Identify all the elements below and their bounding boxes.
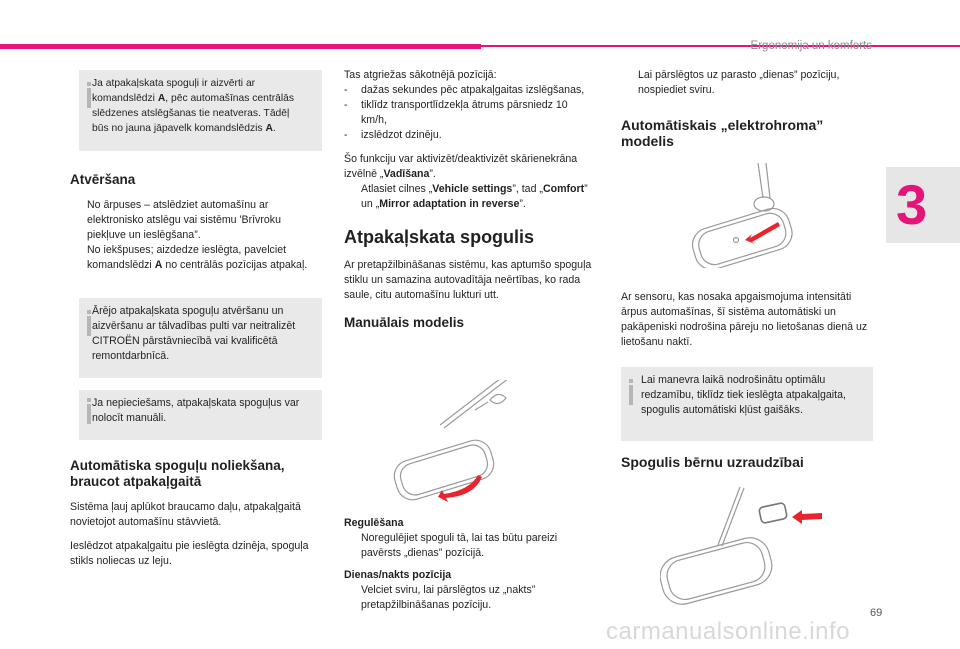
list-item: No iekšpuses; aizdedze ieslēgta, pavelciet komandslēdzi A no centrālās pozīcijas atpakaļ. bbox=[87, 244, 308, 271]
paragraph: Tas atgriežas sākotnējā pozīcijā: bbox=[344, 69, 497, 81]
info-icon bbox=[87, 404, 91, 424]
column-2-bottom bbox=[344, 516, 594, 613]
column-2 bbox=[344, 68, 594, 331]
info-text: Ja atpakaļskata spoguļi ir aizvērti ar komandslēdzi A, pēc automašīnas centrālās slēdzenes atslēgšanas tie neatveras. Tādēļ būs no jauna jāpavelk komandslēdzis A. bbox=[92, 78, 295, 134]
arrow-icon bbox=[792, 510, 822, 524]
info-box-manual-fold bbox=[79, 390, 322, 440]
list-item: - tiklīdz transportlīdzekļa ātrums pārsniedz 10 km/h, bbox=[344, 99, 568, 126]
info-box-reverse-brighten bbox=[621, 367, 873, 441]
info-box-mirrors-closed bbox=[79, 70, 322, 151]
electrochrome-mirror-illustration bbox=[660, 158, 820, 268]
paragraph: Ar pretapžilbināšanas sistēmu, kas aptumšo spoguļa stiklu un samazina autovadītāja neērtības, ko rada saule, citu automašīnu lukturi utt. bbox=[344, 259, 592, 301]
arrow-icon bbox=[745, 222, 780, 244]
paragraph: Šo funkciju var aktivizēt/deaktivizēt skārienekrāna izvēlnē „Vadīšana”. bbox=[344, 153, 578, 180]
header-rule bbox=[481, 45, 960, 47]
heading-rear-mirror: Atpakaļskata spogulis bbox=[344, 227, 535, 247]
list-item: Atlasiet cilnes „Vehicle settings”, tad „Comfort” un „Mirror adaptation in reverse”. bbox=[361, 183, 588, 210]
list-item: - dažas sekundes pēc atpakaļgaitas izslēgšanas, bbox=[344, 84, 585, 96]
info-text: Lai manevra laikā nodrošinātu optimālu redzamību, tiklīdz tiek ieslēgta atpakaļgaita, spogulis automātiski kļūst gaišāks. bbox=[641, 374, 846, 416]
watermark: carmanualsonline.info bbox=[606, 618, 850, 645]
info-text: Ja nepieciešams, atpakaļskata spoguļus var nolocīt manuāli. bbox=[92, 397, 300, 424]
chapter-number: 3 bbox=[896, 173, 928, 236]
page-number: 69 bbox=[870, 607, 883, 619]
info-text: Ārējo atpakaļskata spoguļu atvēršanu un aizvēršanu ar tālvadības pulti var neitralizēt CITROËN pārstāvniecībā vai kvalificētā remontdarbnīcā. bbox=[92, 305, 296, 362]
paragraph: Sistēma ļauj aplūkot braucamo daļu, atpakaļgaitā novietojot automašīnu stāvvietā. bbox=[70, 501, 301, 528]
subheading-day-night: Dienas/nakts pozīcija bbox=[344, 569, 452, 581]
paragraph-auto: Ar sensoru, kas nosaka apgaismojuma intensitāti ārpus automašīnas, šī sistēma automātiski un pakāpeniski nodrošina pāreju no lietošanas dienā uz lietošanu naktī. bbox=[621, 291, 868, 348]
manual-mirror-illustration bbox=[380, 380, 530, 510]
child-mirror-illustration bbox=[660, 485, 860, 605]
heading-auto-tilt: Automātiska spoguļu noliekšana, braucot atpakaļgaitā bbox=[70, 458, 285, 489]
list-item: Noregulējiet spoguli tā, lai tas būtu pareizi pavērsts „dienas” pozīcijā. bbox=[361, 532, 558, 559]
heading-child-block bbox=[621, 454, 873, 470]
info-icon bbox=[87, 88, 91, 108]
list-item: Velciet sviru, lai pārslēgtos uz „nakts” pretapžilbināšanas pozīciju. bbox=[361, 584, 536, 611]
arrow-icon bbox=[438, 475, 482, 502]
info-icon bbox=[87, 316, 91, 336]
list-item: - izslēdzot dzinēju. bbox=[344, 129, 442, 141]
info-icon bbox=[629, 385, 633, 405]
info-box-neutralize bbox=[79, 298, 322, 378]
heading-electrochrome: Automātiskais „elektrohroma” modelis bbox=[621, 117, 824, 149]
heading-child-mirror: Spogulis bērnu uzraudzībai bbox=[621, 454, 804, 470]
header-accent-bar bbox=[0, 44, 481, 49]
section-title: Ergonomija un komforts bbox=[750, 40, 872, 52]
paragraph: Ieslēdzot atpakaļgaitu pie ieslēgta dzinēja, spoguļa stikls noliecas uz leju. bbox=[70, 540, 309, 567]
subheading-adjust: Regulēšana bbox=[344, 517, 404, 529]
list-item: No ārpuses – atslēdziet automašīnu ar elektronisko atslēgu vai sistēmu 'Brīvroku piekļuve un ieslēgšana”. bbox=[87, 199, 281, 241]
list-item: Lai pārslēgtos uz parasto „dienas” pozīciju, nospiediet sviru. bbox=[638, 69, 840, 96]
column-3 bbox=[621, 68, 873, 149]
column-1 bbox=[70, 172, 322, 273]
heading-atversana: Atvēršana bbox=[70, 172, 136, 187]
column-1-bottom bbox=[70, 458, 328, 569]
heading-manual-model: Manuālais modelis bbox=[344, 315, 465, 330]
